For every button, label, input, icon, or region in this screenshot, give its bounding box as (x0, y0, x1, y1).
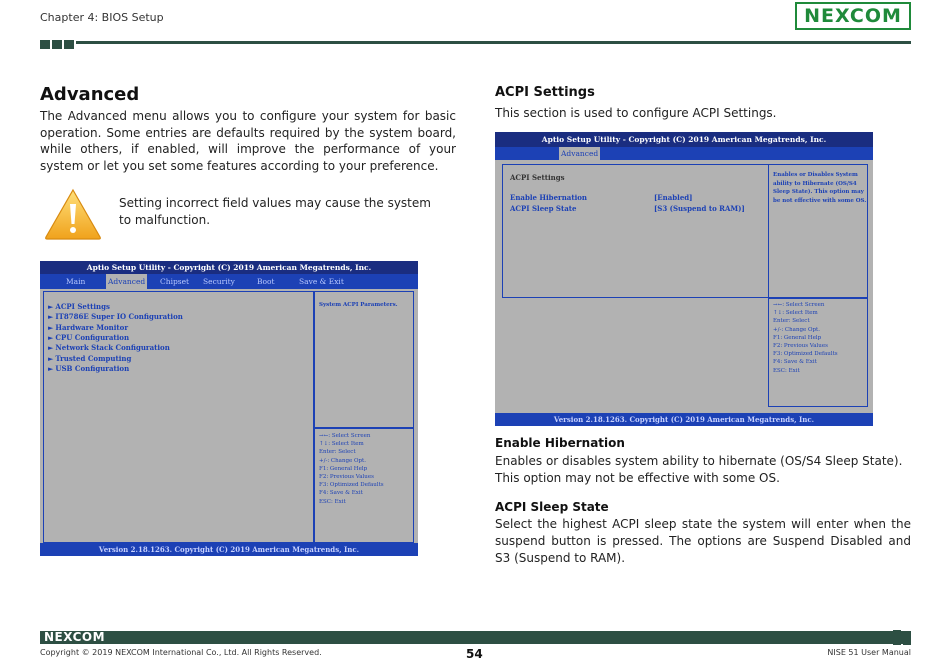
bios-menu-item-2[interactable] (48, 323, 128, 332)
bios-menu-item-label: Hardware Monitor (55, 322, 129, 332)
tab-main[interactable]: Main (66, 277, 86, 286)
manual-title: NISE 51 User Manual (827, 648, 911, 657)
warning-icon (43, 187, 103, 241)
hibernation-heading: Enable Hibernation (495, 436, 625, 450)
bios-menu-item-0[interactable] (48, 302, 110, 311)
header-rule (76, 41, 911, 44)
bios-acpi-footer: Version 2.18.1263. Copyright (C) 2019 American Megatrends, Inc. (495, 413, 873, 426)
arrow-right-icon: ► (48, 302, 54, 311)
bios-menubar (40, 274, 418, 289)
hibernation-text: Enables or disables system ability to hibernate (OS/S4 Sleep State). This option may not be effective with some OS. (495, 454, 903, 485)
acpi-key-hint-3: +/-: Change Opt. (773, 326, 821, 333)
bios-menu-item-label: USB Configuration (55, 363, 130, 373)
bios-key-hint-8: ESC: Exit (319, 498, 346, 505)
sleep-state-text: Select the highest ACPI sleep state the system will enter when the suspend button is pressed. The options are Suspend Disabled and S3 (Suspend to RAM). (495, 517, 911, 565)
arrow-right-icon: ► (48, 312, 54, 322)
acpi-key-hint-4: F1: General Help (773, 334, 822, 341)
chapter-title: Chapter 4: BIOS Setup (40, 11, 164, 24)
bios-key-hint-2: Enter: Select (319, 449, 356, 456)
value-acpi-sleep-state[interactable]: [S3 (Suspend to RAM)] (654, 204, 745, 213)
tab-security[interactable]: Security (203, 277, 235, 286)
footer-corner-blocks (893, 630, 911, 645)
arrow-right-icon: ► (48, 322, 54, 332)
setting-acpi-sleep-state[interactable]: ACPI Sleep State (510, 204, 577, 213)
arrow-right-icon: ► (48, 353, 54, 363)
bios-footer: Version 2.18.1263. Copyright (C) 2019 American Megatrends, Inc. (40, 543, 418, 556)
acpi-help-line-1: ability to Hibernate (OS/S4 (773, 180, 857, 187)
footer-bar (40, 631, 911, 644)
bios-key-hint-1: ↑↓: Select Item (319, 441, 364, 448)
acpi-help-line-0: Enables or Disables System (773, 172, 858, 178)
sleep-state-heading: ACPI Sleep State (495, 500, 609, 514)
header-blocks (40, 40, 74, 49)
acpi-heading: ACPI Settings (495, 85, 595, 100)
bios-menu-item-label: Trusted Computing (55, 353, 132, 363)
acpi-key-hint-6: F3: Optimized Defaults (773, 351, 838, 358)
bios-menu-item-label: ACPI Settings (55, 302, 110, 311)
bios-acpi-left-panel (502, 164, 768, 298)
bios-key-hint-4: F1: General Help (319, 465, 368, 472)
acpi-key-hint-8: ESC: Exit (773, 367, 800, 374)
bios-help-panel (314, 291, 414, 428)
tab-advanced[interactable]: Advanced (561, 149, 599, 158)
acpi-key-hint-7: F4: Save & Exit (773, 359, 817, 366)
tab-save-exit[interactable]: Save & Exit (299, 277, 344, 286)
bios-acpi-menubar (495, 147, 873, 160)
acpi-help-line-3: be not effective with some OS. (773, 197, 867, 204)
bios-key-hint-0: →←: Select Screen (319, 433, 371, 439)
bios-key-hint-7: F4: Save & Exit (319, 490, 363, 497)
footer-copyright: Copyright © 2019 NEXCOM International Co., Ltd. All Rights Reserved. (40, 648, 322, 657)
advanced-heading: Advanced (40, 84, 140, 105)
bios-menu-item-label: CPU Configuration (55, 332, 130, 342)
warning-text: Setting incorrect field values may cause the system to malfunction. (119, 196, 431, 227)
bios-help-title: System ACPI Parameters. (319, 302, 398, 308)
arrow-right-icon: ► (48, 332, 54, 342)
value-enable-hibernation[interactable]: [Enabled] (654, 193, 693, 202)
acpi-key-hint-2: Enter: Select (773, 318, 810, 325)
bios-menu-item-label: Network Stack Configuration (55, 343, 170, 353)
arrow-right-icon: ► (48, 363, 54, 373)
tab-chipset[interactable]: Chipset (160, 277, 190, 286)
bios-key-hint-5: F2: Previous Values (319, 474, 374, 480)
acpi-description: This section is used to configure ACPI Settings. (495, 106, 777, 120)
acpi-help-line-2: Sleep State). This option may (773, 189, 864, 195)
acpi-key-hint-0: →←: Select Screen (773, 302, 825, 308)
bios-menu-item-1[interactable] (48, 312, 183, 321)
tab-advanced[interactable]: Advanced (106, 274, 147, 289)
footer-logo: NEXCOM (44, 630, 106, 644)
bios-menu-item-6[interactable] (48, 364, 129, 373)
bios-acpi-title: Aptio Setup Utility - Copyright (C) 2019 American Megatrends, Inc. (495, 132, 873, 147)
bios-menu-item-4[interactable] (48, 343, 170, 352)
acpi-key-hint-5: F2: Previous Values (773, 343, 828, 349)
page-number: 54 (466, 647, 483, 661)
nexcom-logo: NEXCOM (795, 2, 911, 30)
advanced-intro: The Advanced menu allows you to configure your system for basic operation. Some entries are defaults required by the system board, while others, if enabled, will improve the performance of your system or let you set some features according to your preference. (40, 109, 456, 173)
acpi-key-hint-1: ↑↓: Select Item (773, 310, 818, 317)
bios-menu-item-label: IT8786E Super IO Configuration (55, 312, 183, 322)
bios-key-hint-6: F3: Optimized Defaults (319, 482, 384, 489)
bios-key-hint-3: +/-: Change Opt. (319, 457, 367, 464)
bios-menu-item-5[interactable] (48, 354, 131, 363)
acpi-section-title: ACPI Settings (510, 173, 565, 182)
bios-title: Aptio Setup Utility - Copyright (C) 2019 American Megatrends, Inc. (40, 261, 418, 274)
arrow-right-icon: ► (48, 343, 54, 353)
bios-menu-item-3[interactable] (48, 333, 129, 342)
tab-boot[interactable]: Boot (257, 277, 275, 286)
setting-enable-hibernation[interactable]: Enable Hibernation (510, 193, 587, 202)
bios-acpi-screen (495, 132, 873, 426)
bios-advanced-screen (40, 261, 418, 556)
